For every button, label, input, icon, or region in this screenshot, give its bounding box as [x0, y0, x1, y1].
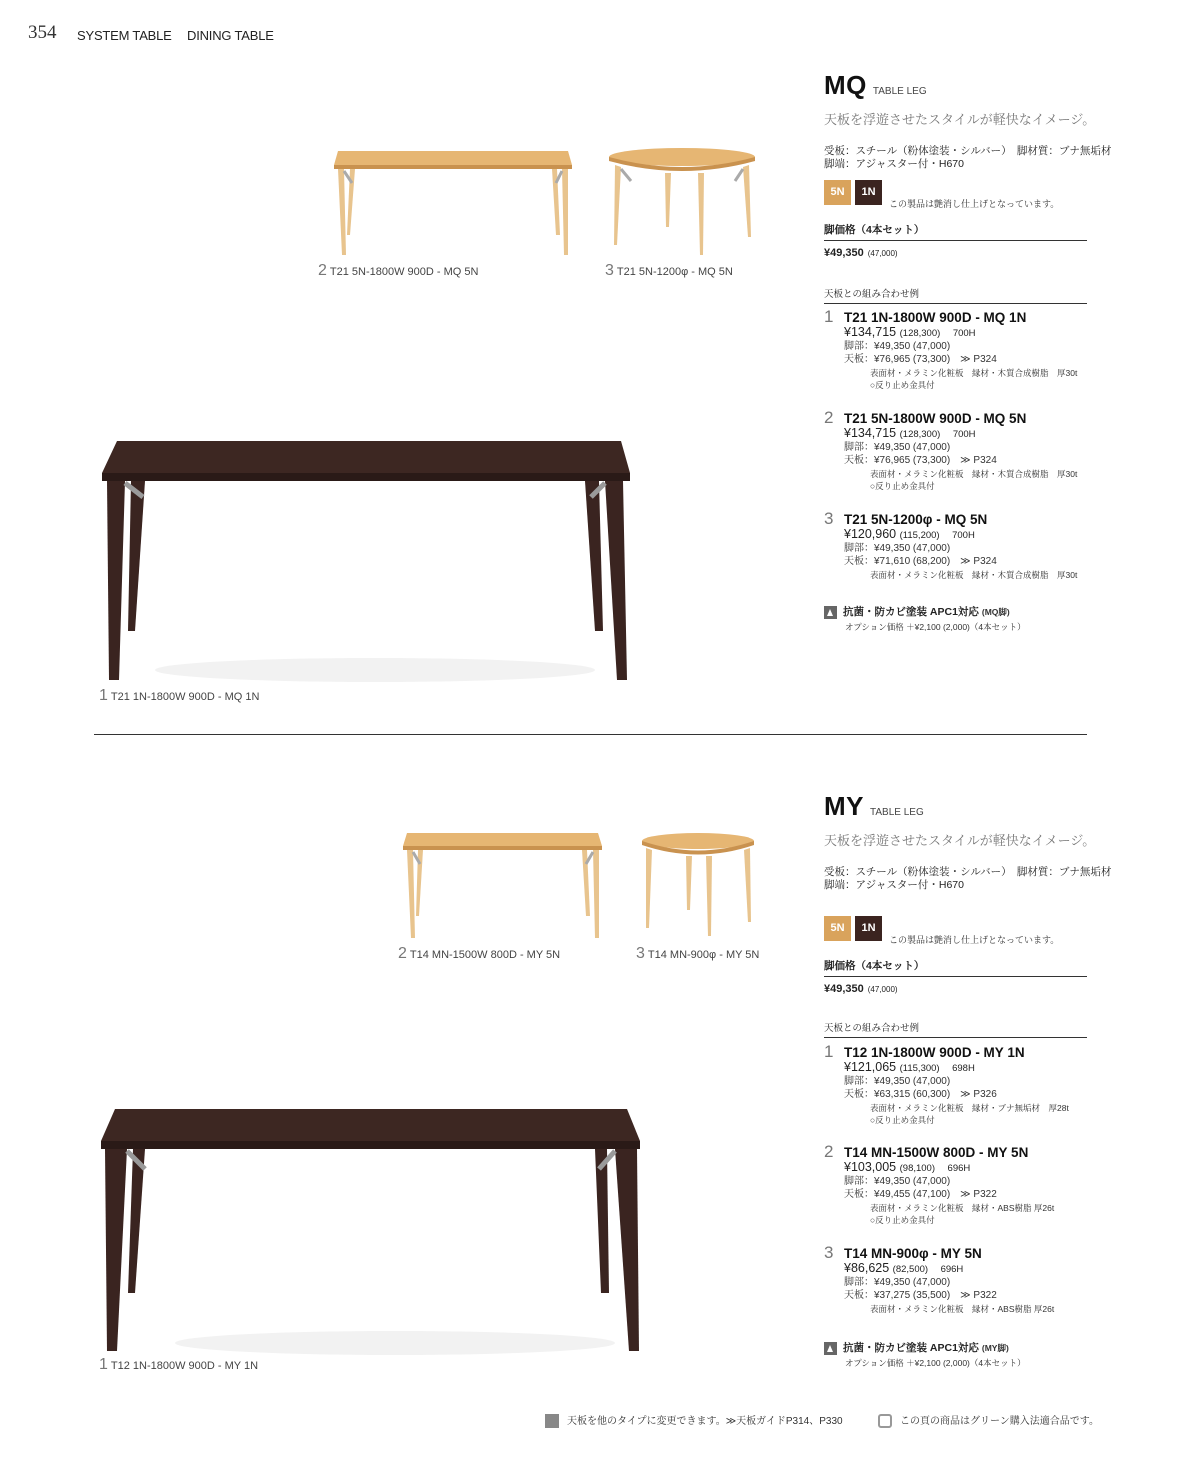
footer-green-note: この頁の商品はグリーン購入法適合品です。: [878, 1412, 1099, 1428]
my-option: 抗菌・防カビ塗装 APC1対応 (MY脚): [824, 1340, 1009, 1355]
mq-tagline: 天板を浮遊させたスタイルが軽快なイメージ。: [824, 112, 1096, 127]
mq-option: 抗菌・防カビ塗装 APC1対応 (MQ脚): [824, 604, 1010, 619]
green-purchase-icon: [878, 1414, 892, 1428]
my-option-price: オプション価格 ＋¥2,100 (2,000)（4本セット）: [845, 1358, 1026, 1368]
my-table-photo-1: [95, 1103, 650, 1363]
mq-leg-price-label: 脚価格（4本セット）: [824, 222, 1087, 241]
mq-combo-label: 天板との組み合わせ例: [824, 286, 1087, 304]
section-divider: [94, 734, 1087, 735]
my-spec-2: 脚端：アジャスター付・H670: [824, 879, 964, 891]
my-tagline: 天板を浮遊させたスタイルが軽快なイメージ。: [824, 833, 1096, 848]
tabletop-change-icon: [545, 1414, 559, 1428]
my-leg-price-label: 脚価格（4本セット）: [824, 958, 1087, 977]
my-caption-1: 1 T12 1N-1800W 900D - MY 1N: [99, 1356, 259, 1373]
my-combo-3: 3 T14 MN-900φ - MY 5N ¥86,625 (82,500) 696H 脚部：¥49,350 (47,000) 天板：¥37,275 (35,500) ≫ P322 表面材・メラミン化粧板 縁材・ABS樹脂 厚26t: [824, 1243, 1055, 1314]
my-badge-5n: 5N: [824, 916, 851, 941]
mq-combo-1: 1 T21 1N-1800W 900D - MQ 1N ¥134,715 (128,300) 700H 脚部：¥49,350 (47,000) 天板：¥76,965 (73,300) ≫ P324 表面材・メラミン化粧板 縁材・木質合成樹脂 厚30t ○反り止め金具付: [824, 307, 1078, 391]
mq-spec-1: 受板：スチール（粉体塗装・シルバー） 脚材質：ブナ無垢材: [824, 145, 1112, 157]
my-title: MY TABLE LEG: [824, 791, 924, 821]
my-combo-label: 天板との組み合わせ例: [824, 1020, 1087, 1038]
my-badge-1n: 1N: [855, 916, 882, 941]
my-caption-3: 3 T14 MN-900φ - MY 5N: [636, 945, 760, 962]
mq-table-photo-2: [330, 145, 580, 260]
my-spec-1: 受板：スチール（粉体塗装・シルバー） 脚材質：ブナ無垢材: [824, 866, 1112, 878]
my-caption-2: 2 T14 MN-1500W 800D - MY 5N: [398, 945, 561, 962]
my-badge-note: この製品は艶消し仕上げとなっています。: [889, 935, 1060, 945]
breadcrumb-subcategory: DINING TABLE: [187, 28, 274, 43]
antibacterial-icon: [824, 1342, 837, 1355]
mq-badge-1n: 1N: [855, 180, 882, 205]
page-number: 354: [28, 22, 57, 43]
my-table-photo-2: [400, 828, 610, 943]
mq-caption-2: 2 T21 5N-1800W 900D - MQ 5N: [318, 262, 479, 279]
mq-badge-note: この製品は艶消し仕上げとなっています。: [889, 199, 1060, 209]
mq-spec-2: 脚端：アジャスター付・H670: [824, 158, 964, 170]
mq-combo-2: 2 T21 5N-1800W 900D - MQ 5N ¥134,715 (128,300) 700H 脚部：¥49,350 (47,000) 天板：¥76,965 (73,300) ≫ P324 表面材・メラミン化粧板 縁材・木質合成樹脂 厚30t ○反り止め金具付: [824, 408, 1078, 492]
footer-tabletop-note: 天板を他のタイプに変更できます。≫天板ガイドP314、P330: [545, 1412, 843, 1428]
mq-option-price: オプション価格 ＋¥2,100 (2,000)（4本セット）: [845, 622, 1026, 632]
antibacterial-icon: [824, 606, 837, 619]
mq-badge-5n: 5N: [824, 180, 851, 205]
mq-title: MQ TABLE LEG: [824, 70, 927, 100]
my-combo-2: 2 T14 MN-1500W 800D - MY 5N ¥103,005 (98,100) 696H 脚部：¥49,350 (47,000) 天板：¥49,455 (47,100) ≫ P322 表面材・メラミン化粧板 縁材・ABS樹脂 厚26t ○反り止め金具付: [824, 1142, 1055, 1226]
my-combo-1: 1 T12 1N-1800W 900D - MY 1N ¥121,065 (115,300) 698H 脚部：¥49,350 (47,000) 天板：¥63,315 (60,300) ≫ P326 表面材・メラミン化粧板 縁材・ブナ無垢材 厚28t ○反り止め金具付: [824, 1042, 1069, 1126]
my-leg-price: ¥49,350 (47,000): [824, 983, 898, 995]
mq-leg-price: ¥49,350 (47,000): [824, 247, 898, 259]
breadcrumb-category: SYSTEM TABLE: [77, 28, 172, 43]
mq-caption-3: 3 T21 5N-1200φ - MQ 5N: [605, 262, 733, 279]
my-table-photo-3: [638, 830, 758, 940]
mq-caption-1: 1 T21 1N-1800W 900D - MQ 1N: [99, 687, 260, 704]
mq-table-photo-3: [605, 145, 760, 260]
mq-combo-3: 3 T21 5N-1200φ - MQ 5N ¥120,960 (115,200) 700H 脚部：¥49,350 (47,000) 天板：¥71,610 (68,200) ≫ P324 表面材・メラミン化粧板 縁材・木質合成樹脂 厚30t: [824, 509, 1078, 580]
mq-table-photo-1: [95, 435, 640, 690]
